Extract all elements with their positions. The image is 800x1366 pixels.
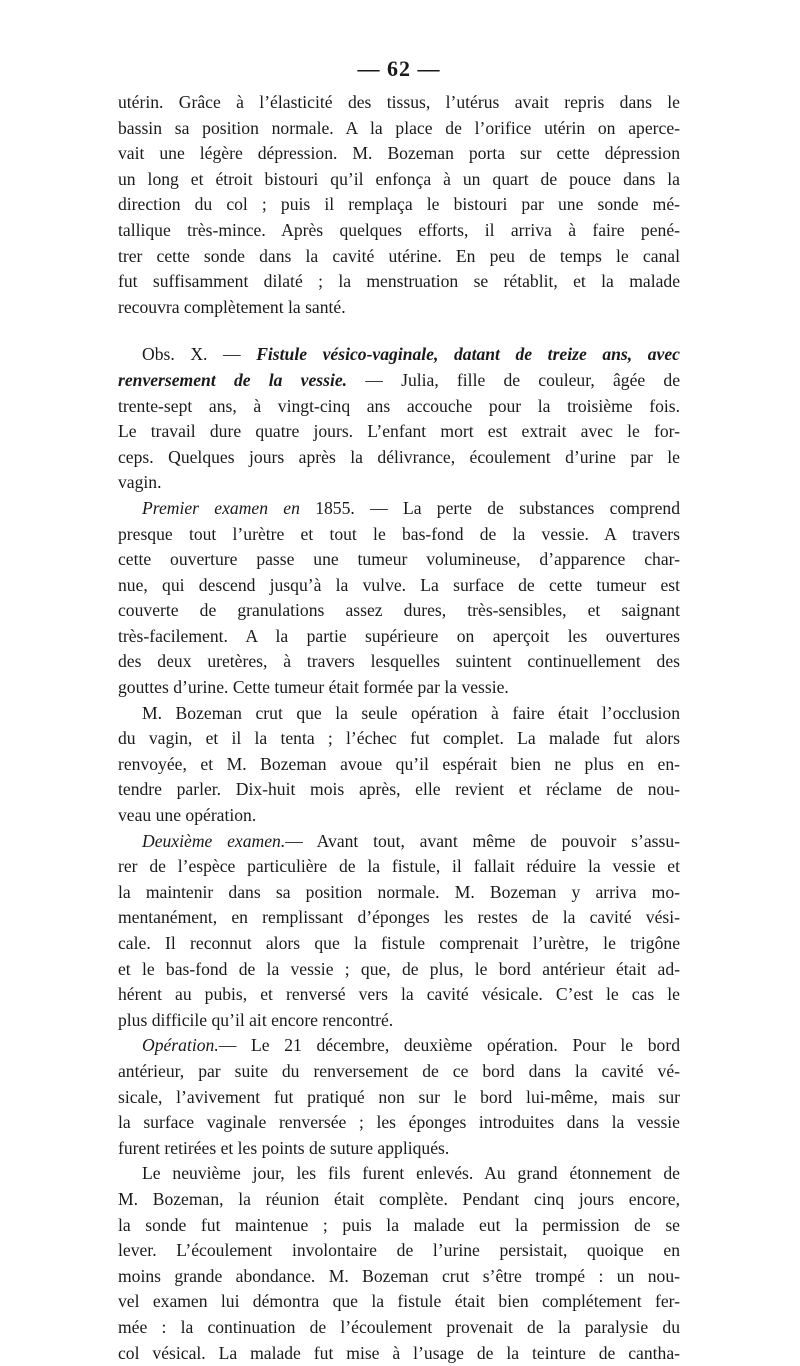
text-line: du vagin, et il la tenta ; l’échec fut complet. La malade fut alors — [118, 726, 680, 752]
text-line: ceps. Quelques jours après la délivrance, écoulement d’urine par le — [118, 445, 680, 471]
text-line: utérin. Grâce à l’élasticité des tissus, l’utérus avait repris dans le — [118, 90, 680, 116]
text-line: Le travail dure quatre jours. L’enfant mort est extrait avec le for- — [118, 419, 680, 445]
text-line: trente-sept ans, à vingt-cinq ans accouche pour la troisième fois. — [118, 394, 680, 420]
paragraph-1 — [118, 90, 680, 320]
text-line: rer de l’espèce particulière de la fistule, il fallait réduire la vessie et — [118, 854, 680, 880]
observation-title: Fistule vésico-vaginale, datant de treize ans, avec — [256, 344, 680, 364]
text-line: la maintenir dans sa position normale. M. Bozeman y arriva mo- — [118, 880, 680, 906]
text-line: direction du col ; puis il remplaça le bistouri par une sonde mé- — [118, 192, 680, 218]
paragraph-operation — [118, 1033, 680, 1161]
section-text: — Le 21 décembre, deuxième opération. Pour le bord — [219, 1035, 680, 1055]
paragraph-ninth-day — [118, 1161, 680, 1366]
section-label: Deuxième examen. — [142, 831, 285, 851]
text-line: moins grande abondance. M. Bozeman crut s’être trompé : un nou- — [118, 1264, 680, 1290]
text-line: antérieur, par suite du renversement de ce bord dans la cavité vé- — [118, 1059, 680, 1085]
text-line: lever. L’écoulement involontaire de l’urine persistait, quoique en — [118, 1238, 680, 1264]
text-line: mée : la continuation de l’écoulement provenait de la paralysie du — [118, 1315, 680, 1341]
text-line: furent retirées et les points de suture appliqués. — [118, 1136, 680, 1162]
text-line: vait une légère dépression. M. Bozeman porta sur cette dépression — [118, 141, 680, 167]
text-line: tallique très-mince. Après quelques efforts, il arriva à faire pené- — [118, 218, 680, 244]
section-text: — La perte de substances comprend — [355, 498, 680, 518]
text-line — [118, 496, 680, 522]
text-line — [118, 829, 680, 855]
paragraph-first-exam — [118, 496, 680, 701]
text-line: la surface vaginale renversée ; les éponges introduites dans la vessie — [118, 1110, 680, 1136]
text-line: et le bas-fond de la vessie ; que, de plus, le bord antérieur était ad- — [118, 957, 680, 983]
text-line: trer cette sonde dans la cavité utérine. En peu de temps le canal — [118, 244, 680, 270]
text-line: veau une opération. — [118, 803, 680, 829]
text-line: sicale, l’avivement fut pratiqué non sur le bord lui-même, mais sur — [118, 1085, 680, 1111]
paragraph-second-exam — [118, 829, 680, 1034]
text-line: bassin sa position normale. A la place de l’orifice utérin on aperce- — [118, 116, 680, 142]
book-page — [118, 54, 680, 1366]
text-line: M. Bozeman crut que la seule opération à faire était l’occlusion — [118, 701, 680, 727]
text-line: fut suffisamment dilaté ; la menstruation se rétablit, et la malade — [118, 269, 680, 295]
observation-heading-paragraph — [118, 342, 680, 496]
text-line: des deux uretères, à travers lesquelles suintent continuellement des — [118, 649, 680, 675]
text-line: col vésical. La malade fut mise à l’usage de la teinture de cantha- — [118, 1341, 680, 1366]
paragraph-gap — [118, 320, 680, 342]
text-line: Le neuvième jour, les fils furent enlevés. Au grand étonnement de — [118, 1161, 680, 1187]
text-line: très-facilement. A la partie supérieure on aperçoit les ouvertures — [118, 624, 680, 650]
observation-title-cont: renversement de la vessie. — [118, 370, 347, 390]
text-line: cale. Il reconnut alors que la fistule comprenait l’urètre, le trigône — [118, 931, 680, 957]
text-line: presque tout l’urètre et tout le bas-fond de la vessie. A travers — [118, 522, 680, 548]
text-line: nue, qui descend jusqu’à la vulve. La surface de cette tumeur est — [118, 573, 680, 599]
year: 1855. — [300, 498, 355, 518]
text-line: couverte de granulations assez dures, très-sensibles, et saignant — [118, 598, 680, 624]
text-line: un long et étroit bistouri qu’il enfonça à un quart de pouce dans la — [118, 167, 680, 193]
text-line: recouvra complètement la santé. — [118, 295, 680, 321]
section-text: — Avant tout, avant même de pouvoir s’assu- — [285, 831, 680, 851]
page-number: — 62 — — [118, 54, 680, 84]
text-line: vagin. — [118, 470, 680, 496]
text-line: renvoyée, et M. Bozeman avoue qu’il espérait bien ne plus en en- — [118, 752, 680, 778]
text-line — [118, 1033, 680, 1059]
text-line: M. Bozeman, la réunion était complète. Pendant cinq jours encore, — [118, 1187, 680, 1213]
section-label: Opération. — [142, 1035, 219, 1055]
text-line — [118, 342, 680, 368]
paragraph-occlusion — [118, 701, 680, 829]
text-line: hérent au pubis, et renversé vers la cavité vésicale. C’est le cas le — [118, 982, 680, 1008]
section-label: Premier examen en — [142, 498, 300, 518]
observation-label: Obs. X. — — [142, 344, 256, 364]
text-line: la sonde fut maintenue ; puis la malade eut la permission de se — [118, 1213, 680, 1239]
text-line: gouttes d’urine. Cette tumeur était formée par la vessie. — [118, 675, 680, 701]
text-line — [118, 368, 680, 394]
text-line: plus difficile qu’il ait encore rencontré. — [118, 1008, 680, 1034]
text-line: tendre parler. Dix-huit mois après, elle revient et réclame de nou- — [118, 777, 680, 803]
text-line: mentanément, en remplissant d’éponges les restes de la cavité vési- — [118, 905, 680, 931]
text-line: vel examen lui démontra que la fistule était bien complétement fer- — [118, 1289, 680, 1315]
observation-text: — Julia, fille de couleur, âgée de — [347, 370, 680, 390]
text-line: cette ouverture passe une tumeur volumineuse, d’apparence char- — [118, 547, 680, 573]
